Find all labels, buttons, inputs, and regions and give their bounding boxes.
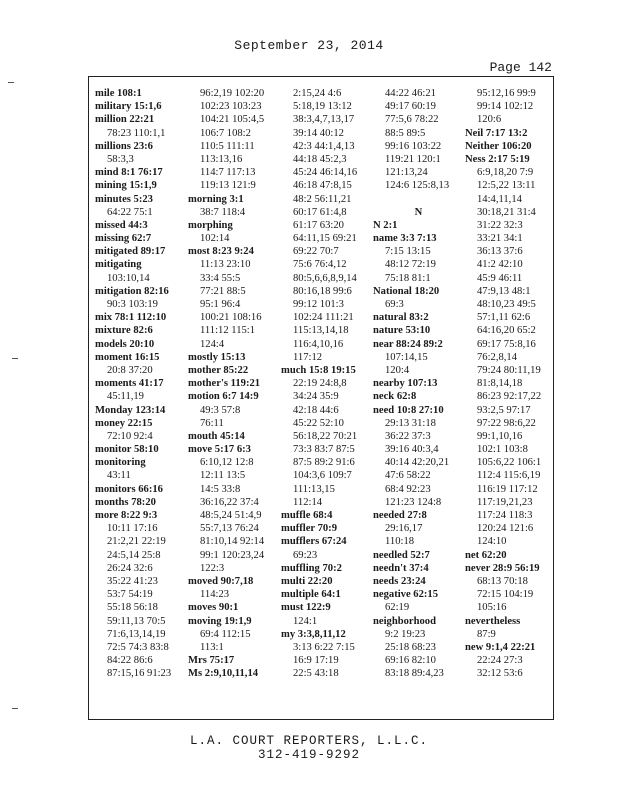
index-headword: mother 85:22	[188, 364, 249, 376]
index-entry: 49:3 57:8	[200, 404, 241, 416]
scan-mark	[12, 358, 18, 359]
index-entry: 29:16,17	[385, 523, 423, 535]
index-entry: 3:13 6:22 7:15	[293, 641, 355, 653]
index-entry: 61:17 63:20	[293, 219, 344, 231]
index-headword: muffle 68:4	[281, 510, 333, 521]
index-entry: 42:3 44:1,4,13	[293, 140, 355, 152]
index-entry: 86:23 92:17,22	[477, 391, 542, 403]
index-entry: 110:5 111:11	[200, 140, 255, 152]
index-entry: 95:1 96:4	[200, 299, 241, 310]
index-entry: 87:15,16 91:23	[107, 668, 172, 680]
index-entry: 106:7 108:2	[200, 127, 251, 139]
index-headword: needed 27:8	[373, 510, 427, 521]
index-entry: 6:9,18,20 7:9	[477, 167, 534, 179]
index-entry: 30:18,21 31:4	[477, 206, 536, 218]
index-headword: National 18:20	[373, 285, 440, 297]
index-entry: 120:4	[385, 364, 410, 376]
index-entry: 124:6 125:8,13	[385, 180, 450, 192]
index-headword: motion 6:7 14:9	[188, 391, 259, 403]
index-entry: 124:1	[293, 615, 318, 627]
index-entry: 69:22 70:7	[293, 246, 339, 258]
index-entry: 2:15,24 4:6	[293, 88, 342, 99]
index-entry: 99:1,10,16	[477, 430, 523, 442]
index-headword: money 22:15	[95, 417, 153, 429]
index-entry: 105:16	[477, 602, 507, 614]
index-entry: 115:13,14,18	[293, 325, 349, 337]
index-entry: 113:1	[200, 641, 224, 653]
index-entry: 107:14,15	[385, 351, 428, 363]
index-entry: 36:13 37:6	[477, 246, 523, 258]
index-entry: 56:18,22 70:21	[293, 430, 358, 442]
index-headword: mostly 15:13	[188, 351, 246, 363]
index-entry: 55:18 56:18	[107, 602, 158, 614]
index-entry: 124:10	[477, 536, 507, 548]
index-entry: 34:24 35:9	[293, 391, 339, 403]
index-entry: 119:13 121:9	[200, 180, 256, 192]
index-entry: 10:11 17:16	[107, 523, 158, 535]
index-headword: my 3:3,8,11,12	[281, 628, 346, 640]
index-entry: 119:21 120:1	[385, 153, 441, 165]
index-entry: 71:6,13,14,19	[107, 628, 166, 640]
index-entry: 122:3	[200, 562, 225, 574]
index-headword: multiple 64:1	[281, 589, 341, 601]
index-headword: million 22:21	[95, 114, 155, 126]
index-entry: 43:11	[107, 470, 131, 482]
index-entry: 120:6	[477, 114, 502, 126]
index-entry: 39:14 40:12	[293, 127, 344, 139]
index-headword: neck 62:8	[373, 391, 417, 403]
index-headword: missed 44:3	[95, 219, 148, 231]
index-entry: 42:18 44:6	[293, 404, 339, 416]
index-entry: 84:22 86:6	[107, 655, 153, 667]
index-entry: 5:18,19 13:12	[293, 101, 352, 113]
index-headword: Neither 106:20	[465, 140, 532, 152]
index-headword: mitigation 82:16	[95, 285, 169, 297]
index-entry: 77:21 88:5	[200, 285, 246, 297]
index-headword: nevertheless	[465, 615, 521, 627]
index-headword: new 9:1,4 22:21	[465, 641, 536, 653]
index-entry: 22:19 24:8,8	[293, 378, 347, 390]
index-entry: 44:22 46:21	[385, 88, 436, 99]
index-entry: 112:14	[293, 496, 323, 508]
index-headword: name 3:3 7:13	[373, 233, 437, 245]
index-entry: 83:18 89:4,23	[385, 668, 444, 680]
index-entry: 73:3 83:7 87:5	[293, 444, 355, 456]
index-headword: never 28:9 56:19	[465, 562, 540, 574]
index-headword: moving 19:1,9	[188, 615, 252, 627]
index-entry: 80:16,18 99:6	[293, 285, 352, 297]
index-entry: 48:2 56:11,21	[293, 193, 352, 205]
footer-company: L.A. COURT REPORTERS, L.L.C.	[189, 734, 429, 748]
index-entry: 14:4,11,14	[477, 193, 522, 205]
index-entry: 102:1 103:8	[477, 444, 528, 456]
index-entry: 100:21 108:16	[200, 312, 262, 324]
index-entry: 104:21 105:4,5	[200, 114, 265, 126]
index-entry: 49:17 60:19	[385, 101, 436, 113]
index-entry: 120:24 121:6	[477, 523, 534, 535]
index-headword: mind 8:1 76:17	[95, 167, 163, 179]
index-entry: 44:18 45:2,3	[293, 153, 347, 165]
index-entry: 38:7 118:4	[200, 206, 246, 218]
index-headword: Mrs 75:17	[188, 655, 235, 667]
index-entry: 75:18 81:1	[385, 272, 431, 284]
index-entry: 32:12 53:6	[477, 668, 523, 680]
index-entry: 117:24 118:3	[477, 510, 533, 521]
index-entry: 99:16 103:22	[385, 140, 442, 152]
index-entry: 36:16,22 37:4	[200, 496, 259, 508]
index-headword: morphing	[188, 219, 233, 231]
index-entry: 22:24 27:3	[477, 655, 523, 667]
index-entry: 21:2,21 22:19	[107, 536, 166, 548]
index-entry: 102:14	[200, 233, 230, 245]
index-headword: monitors 66:16	[95, 483, 163, 495]
index-entry: 95:12,16 99:9	[477, 88, 536, 99]
index-entry: 72:10 92:4	[107, 430, 153, 442]
index-entry: 76:11	[200, 417, 224, 429]
index-entry: 48:5,24 51:4,9	[200, 510, 262, 521]
index-entry: 36:22 37:3	[385, 430, 431, 442]
index-entry: 68:13 70:18	[477, 575, 528, 587]
index-headword: Ms 2:9,10,11,14	[188, 668, 259, 680]
index-headword: mother's 119:21	[188, 378, 261, 390]
index-headword: Monday 123:14	[95, 404, 166, 416]
index-entry: 69:16 82:10	[385, 655, 436, 667]
index-headword: muffler 70:9	[281, 523, 337, 535]
index-entry: 80:5,6,6,8,9,14	[293, 272, 357, 284]
index-entry: 121:13,24	[385, 167, 428, 179]
index-headword: needs 23:24	[373, 575, 426, 587]
index-column-5	[465, 87, 557, 680]
index-entry: 33:4 55:5	[200, 272, 241, 284]
scan-mark	[12, 708, 18, 709]
index-entry: 121:23 124:8	[385, 496, 442, 508]
index-entry: 69:23	[293, 549, 318, 561]
section-letter: N	[414, 206, 424, 218]
index-headword: negative 62:15	[373, 589, 439, 601]
index-entry: 41:2 42:10	[477, 259, 523, 271]
index-entry: 104:3,6 109:7	[293, 470, 352, 482]
index-entry: 77:5,6 78:22	[385, 114, 439, 126]
index-entry: 112:4 115:6,19	[477, 470, 541, 482]
index-entry: 38:3,4,7,13,17	[293, 114, 355, 126]
index-headword: need 10:8 27:10	[373, 404, 444, 416]
index-entry: 35:22 41:23	[107, 575, 158, 587]
index-entry: 45:11,19	[107, 391, 144, 403]
index-headword: N 2:1	[373, 219, 398, 231]
index-column-3	[281, 87, 373, 680]
index-entry: 113:13,16	[200, 153, 243, 165]
index-entry: 48:12 72:19	[385, 259, 436, 271]
index-headword: monitoring	[95, 457, 146, 469]
index-headword: models 20:10	[95, 338, 155, 350]
index-entry: 102:23 103:23	[200, 101, 262, 113]
index-headword: mitigating	[95, 259, 142, 271]
index-headword: minutes 5:23	[95, 193, 153, 205]
index-entry: 64:11,15 69:21	[293, 233, 357, 245]
index-headword: monitor 58:10	[95, 444, 159, 456]
index-headword: mufflers 67:24	[281, 536, 347, 548]
index-entry: 64:22 75:1	[107, 206, 153, 218]
index-frame	[88, 76, 554, 720]
page-date: September 23, 2014	[234, 38, 384, 53]
index-entry: 116:19 117:12	[477, 483, 538, 495]
index-entry: 99:14 102:12	[477, 101, 534, 113]
index-entry: 39:16 40:3,4	[385, 444, 439, 456]
index-entry: 40:14 42:20,21	[385, 457, 450, 469]
index-entry: 96:2,19 102:20	[200, 88, 265, 99]
index-headword: most 8:23 9:24	[188, 246, 254, 258]
index-headword: much 15:8 19:15	[281, 364, 356, 376]
index-entry: 114:23	[200, 589, 230, 601]
index-entry: 53:7 54:19	[107, 589, 153, 601]
index-headword: moments 41:17	[95, 378, 164, 390]
index-entry: 102:24 111:21	[293, 312, 354, 324]
index-entry: 111:13,15	[293, 483, 335, 495]
index-headword: must 122:9	[281, 602, 331, 614]
index-entry: 11:13 23:10	[200, 259, 251, 271]
index-entry: 33:21 34:1	[477, 233, 523, 245]
index-headword: millions 23:6	[95, 140, 153, 152]
index-entry: 88:5 89:5	[385, 127, 426, 139]
index-entry: 111:12 115:1	[200, 325, 256, 337]
index-entry: 72:5 74:3 83:8	[107, 641, 169, 653]
index-entry: 99:12 101:3	[293, 299, 344, 310]
index-headword: Ness 2:17 5:19	[465, 153, 530, 165]
index-headword: more 8:22 9:3	[95, 510, 158, 521]
index-column-1	[95, 87, 187, 680]
index-entry	[373, 193, 465, 206]
index-entry: 7:15 13:15	[385, 246, 431, 258]
index-headword: Neil 7:17 13:2	[465, 127, 528, 139]
index-column-4	[373, 87, 465, 680]
index-entry: 12:5,22 13:11	[477, 180, 536, 192]
index-entry: 45:9 46:11	[477, 272, 523, 284]
index-headword: mining 15:1,9	[95, 180, 157, 192]
index-entry: 116:4,10,16	[293, 338, 344, 350]
index-headword: muffling 70:2	[281, 562, 342, 574]
scan-mark	[8, 82, 14, 83]
index-entry: 45:24 46:14,16	[293, 167, 358, 179]
index-headword: neighborhood	[373, 615, 436, 627]
index-headword: nearby 107:13	[373, 378, 438, 390]
index-headword: move 5:17 6:3	[188, 444, 251, 456]
index-entry: 117:19,21,23	[477, 496, 533, 508]
index-entry: 75:6 76:4,12	[293, 259, 347, 271]
index-entry: 68:4 92:23	[385, 483, 431, 495]
index-entry: 69:3	[385, 299, 404, 310]
index-entry: 64:16,20 65:2	[477, 325, 536, 337]
index-entry: 103:10,14	[107, 272, 150, 284]
index-entry: 45:22 52:10	[293, 417, 344, 429]
index-entry: 105:6,22 106:1	[477, 457, 542, 469]
index-entry: 47:9,13 48:1	[477, 285, 531, 297]
index-entry: 97:22 98:6,22	[477, 417, 536, 429]
index-entry: 26:24 32:6	[107, 562, 153, 574]
index-entry: 114:7 117:13	[200, 167, 256, 179]
index-entry: 117:12	[293, 351, 323, 363]
index-column-2	[188, 87, 280, 680]
index-headword: mile 108:1	[95, 88, 142, 99]
index-headword: natural 83:2	[373, 312, 429, 324]
index-entry: 69:17 75:8,16	[477, 338, 536, 350]
index-headword: mix 78:1 112:10	[95, 312, 167, 324]
index-entry: 59:11,13 70:5	[107, 615, 166, 627]
index-entry: 55:7,13 76:24	[200, 523, 259, 535]
index-headword: mouth 45:14	[188, 430, 245, 442]
index-entry: 24:5,14 25:8	[107, 549, 161, 561]
index-headword: net 62:20	[465, 549, 507, 561]
index-headword: moves 90:1	[188, 602, 239, 614]
index-entry: 57:1,11 62:6	[477, 312, 531, 324]
index-entry: 62:19	[385, 602, 410, 614]
index-headword: morning 3:1	[188, 193, 244, 205]
index-headword: nature 53:10	[373, 325, 431, 337]
index-entry: 31:22 32:3	[477, 219, 523, 231]
index-headword: military 15:1,6	[95, 101, 162, 113]
index-entry: 29:13 31:18	[385, 417, 436, 429]
index-headword: mixture 82:6	[95, 325, 153, 337]
index-entry: 87:5 89:2 91:6	[293, 457, 355, 469]
index-headword: moment 16:15	[95, 351, 160, 363]
index-headword: mitigated 89:17	[95, 246, 166, 258]
index-entry: 60:17 61:4,8	[293, 206, 347, 218]
index-entry: 12:11 13:5	[200, 470, 246, 482]
page-number: Page 142	[489, 60, 552, 75]
index-entry: 48:10,23 49:5	[477, 299, 536, 310]
index-entry: 99:1 120:23,24	[200, 549, 265, 561]
index-entry: 14:5 33:8	[200, 483, 241, 495]
index-headword: multi 22:20	[281, 575, 333, 587]
footer-phone: 312-419-9292	[257, 748, 360, 762]
index-entry: 124:4	[200, 338, 225, 350]
index-entry: 76:2,8,14	[477, 351, 518, 363]
index-entry: 78:23 110:1,1	[107, 127, 166, 139]
index-entry: 46:18 47:8,15	[293, 180, 352, 192]
index-headword: near 88:24 89:2	[373, 338, 443, 350]
index-entry: 81:10,14 92:14	[200, 536, 265, 548]
index-headword: moved 90:7,18	[188, 575, 254, 587]
index-entry: 72:15 104:19	[477, 589, 534, 601]
index-headword: missing 62:7	[95, 233, 152, 245]
index-headword: needled 52:7	[373, 549, 430, 561]
index-entry: 110:18	[385, 536, 415, 548]
index-entry: 20:8 37:20	[107, 364, 153, 376]
index-entry: 81:8,14,18	[477, 378, 523, 390]
index-entry: 22:5 43:18	[293, 668, 339, 680]
index-entry: 69:4 112:15	[200, 628, 251, 640]
index-entry: 47:6 58:22	[385, 470, 431, 482]
index-entry: 90:3 103:19	[107, 299, 158, 310]
index-entry: 6:10,12 12:8	[200, 457, 254, 469]
index-entry: 16:9 17:19	[293, 655, 339, 667]
index-entry: 93:2,5 97:17	[477, 404, 531, 416]
index-entry: 25:18 68:23	[385, 641, 436, 653]
index-entry: 58:3,3	[107, 153, 134, 165]
index-entry: 87:9	[477, 628, 496, 640]
index-entry: 79:24 80:11,19	[477, 364, 541, 376]
index-headword: needn't 37:4	[373, 562, 429, 574]
index-headword: months 78:20	[95, 496, 156, 508]
index-entry: 9:2 19:23	[385, 628, 426, 640]
